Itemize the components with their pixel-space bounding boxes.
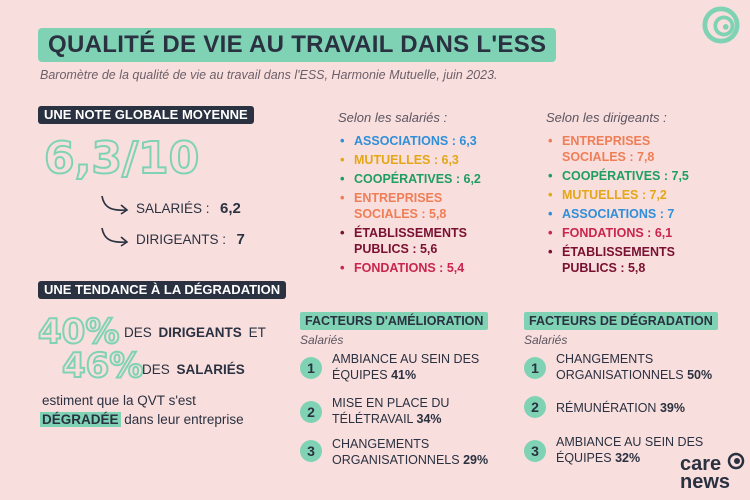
factor-pct: 34% [416, 412, 442, 426]
amelioration-item-2 [332, 395, 492, 427]
brand-line-1: care [680, 453, 722, 475]
list-item: • MUTUELLES : 7,2 [546, 187, 716, 203]
list-item: • ASSOCIATIONS : 7 [546, 206, 716, 222]
tendance-line-1: estiment que la QVT s'est [42, 393, 196, 408]
tendance-line-2 [40, 412, 244, 427]
list-item: • ASSOCIATIONS : 6,3 [338, 133, 508, 149]
section-tendance: UNE TENDANCE À LA DÉGRADATION [38, 281, 286, 299]
rank-badge: 2 [524, 396, 546, 418]
list-item: • FONDATIONS : 5,4 [338, 260, 508, 276]
list-item: • ÉTABLISSEMENTS PUBLICS : 5,6 [338, 225, 478, 257]
amelioration-item-3 [332, 436, 517, 468]
factor-text: MISE EN PLACE DU TÉLÉTRAVAIL [332, 396, 450, 426]
tendance-line-dirigeants [124, 325, 266, 340]
note-dirigeants-label: DIRIGEANTS : [136, 232, 227, 247]
global-score: 6,3/10 [44, 133, 200, 184]
list-item: • ÉTABLISSEMENTS PUBLICS : 5,8 [546, 244, 686, 276]
salaries-list [338, 133, 508, 279]
arrow-salaries-icon [98, 194, 132, 218]
rank-badge: 3 [524, 440, 546, 462]
section-note-globale: UNE NOTE GLOBALE MOYENNE [38, 106, 254, 124]
factor-text: CHANGEMENTS ORGANISATIONNELS [332, 437, 460, 467]
brand-swirl-small-icon [727, 452, 745, 470]
rank-badge: 3 [300, 440, 322, 462]
amelioration-item-1 [332, 351, 502, 383]
factor-text: RÉMUNÉRATION [556, 401, 657, 415]
list-item: • COOPÉRATIVES : 6,2 [338, 171, 508, 187]
rank-badge: 2 [300, 401, 322, 423]
tendance-et: ET [248, 325, 266, 340]
factor-text: CHANGEMENTS ORGANISATIONNELS [556, 352, 684, 382]
arrow-dirigeants-icon [98, 226, 132, 250]
rank-badge: 1 [300, 357, 322, 379]
tendance-des-2: DES [142, 362, 170, 377]
tendance-dirigeants-label: DIRIGEANTS [158, 325, 242, 340]
salaries-heading: Selon les salariés : [338, 110, 448, 125]
factor-pct: 41% [391, 368, 417, 382]
page-title: QUALITÉ DE VIE AU TRAVAIL DANS L'ESS [38, 28, 556, 62]
note-dirigeants-value: 7 [236, 231, 245, 248]
factor-text: AMBIANCE AU SEIN DES ÉQUIPES [556, 435, 704, 465]
factor-pct: 32% [615, 451, 641, 465]
section-degradation: FACTEURS DE DÉGRADATION [524, 312, 718, 330]
tendance-des-1: DES [124, 325, 152, 340]
pct-salaries: 46% [62, 346, 144, 386]
degradation-sub: Salariés [524, 333, 568, 347]
note-salaries-row [136, 200, 241, 218]
list-item: • COOPÉRATIVES : 7,5 [546, 168, 716, 184]
brand-swirl-icon [702, 6, 740, 44]
list-item: • ENTREPRISES SOCIALES : 7,8 [546, 133, 666, 165]
tendance-line-2-text: dans leur entreprise [124, 412, 244, 427]
note-salaries-label: SALARIÉS : [136, 201, 210, 216]
highlight-degradee: DÉGRADÉE [42, 412, 119, 427]
carenews-logo [680, 455, 730, 491]
pct-dirigeants: 40% [38, 312, 120, 352]
factor-text: AMBIANCE AU SEIN DES ÉQUIPES [332, 352, 480, 382]
degradation-item-2 [556, 400, 736, 416]
list-item: • MUTUELLES : 6,3 [338, 152, 508, 168]
factor-pct: 29% [463, 453, 489, 467]
factor-pct: 50% [687, 368, 713, 382]
brand-line-2: news [680, 471, 731, 493]
list-item: • ENTREPRISES SOCIALES : 5,8 [338, 190, 458, 222]
amelioration-sub: Salariés [300, 333, 344, 347]
rank-badge: 1 [524, 357, 546, 379]
note-salaries-value: 6,2 [220, 200, 241, 217]
dirigeants-heading: Selon les dirigeants : [546, 110, 667, 125]
section-amelioration: FACTEURS D'AMÉLIORATION [300, 312, 488, 330]
tendance-line-salaries [142, 362, 245, 377]
tendance-salaries-label: SALARIÉS [176, 362, 245, 377]
page-subtitle: Baromètre de la qualité de vie au travail dans l'ESS, Harmonie Mutuelle, juin 2023. [40, 68, 498, 82]
list-item: • FONDATIONS : 6,1 [546, 225, 716, 241]
factor-pct: 39% [659, 401, 685, 415]
dirigeants-list [546, 133, 716, 279]
note-dirigeants-row [136, 231, 245, 249]
degradation-item-1 [556, 351, 741, 383]
